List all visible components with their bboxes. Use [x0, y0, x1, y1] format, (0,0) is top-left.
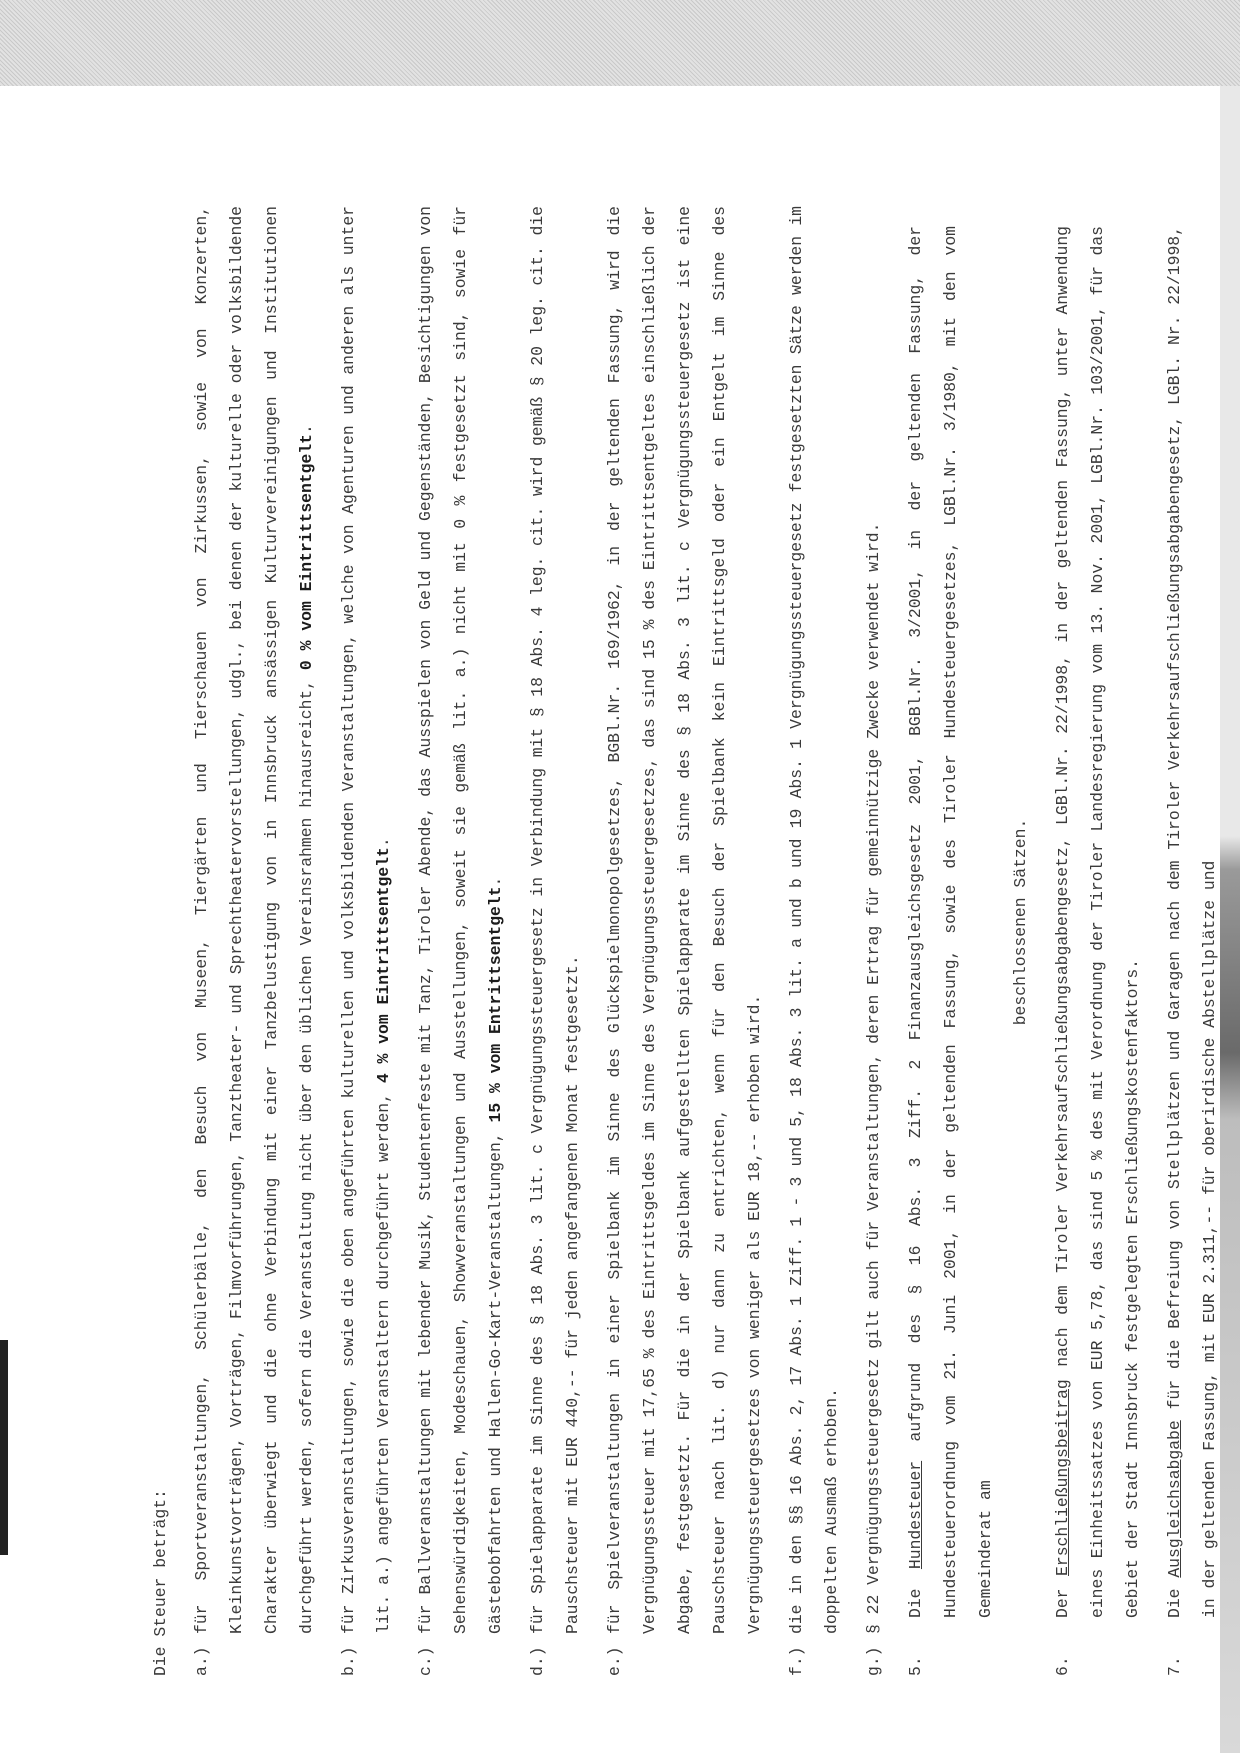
item-text: für Zirkusveranstaltungen, sowie die oben angeführten kulturellen und volksbildenden Veranstaltungen, welche von Agenturen und anderen als unter lit. a.) angeführten Veranstaltern durchgeführt werden, 4 % vom Eintrittsentgelt.: [339, 206, 393, 1634]
item-number: 5.: [906, 1656, 925, 1676]
rate-bold: 0 % vom Eintrittsentgelt: [297, 433, 316, 671]
list-item-b: [331, 206, 401, 1676]
rate-bold: 15 % vom Entrittsentgelt: [486, 886, 505, 1123]
item-text: Der Erschließungsbeitrag nach dem Tiroler Verkehrsaufschließungsabgabengesetz, LGBl.Nr. 22/1998, in der geltenden Fassung, unter Anwendung eines Einheitssatzes von EUR 5,78, das sind 5 % des mit Verordnung der Tiroler Landesregierung vom 13. Nov. 2001, LGBl.Nr. 103/2001, für das Gebiet der Stadt Innsbruck festgelegten Erschließungskostenfaktors.: [1053, 226, 1142, 1618]
scanned-page: [8, 86, 1220, 1746]
item-text: die in den §§ 16 Abs. 2, 17 Abs. 1 Ziff. 1 - 3 und 5, 18 Abs. 3 lit. a und b und 19 Abs. 1 Vergnügungssteuergesetz festgesetzten Sätze werden im doppelten Ausmaß erhoben.: [787, 206, 841, 1634]
rotated-document-body: [143, 206, 1219, 1676]
item-text: für Spielveranstaltungen in einer Spielbank im Sinne des Glückspielmonopolgesetzes, BGBl.Nr. 169/1962, in der geltenden Fassung, wird die Vergnügungssteuer mit 17,65 % des Eintrittsgeldes im Sinne des Vergnügungssteuergesetzes, das sind 15 % des Eintrittsentgeltes einschließlich der Abgabe, festgesetzt. Für die in der Spielbank aufgestellten Spielapparate im Sinne des § 18 Abs. 3 lit. c Vergnügungssteuergesetz ist eine Pauschsteuer nach lit. d) nur dann zu entrichten, wenn für den Besuch der Spielbank kein Eintrittsgeld oder ein Entgelt im Sinne des Vergnügungssteuergesetzes von weniger als EUR 18,-- erhoben wird.: [605, 206, 764, 1634]
intro-line: Die Steuer beträgt:: [151, 1489, 170, 1676]
numbered-list: [898, 206, 1227, 1676]
item-label: g.): [864, 1646, 883, 1676]
item-text: § 22 Vergnügungssteuergesetz gilt auch für Veranstaltungen, deren Ertrag für gemeinnützige Zwecke verwendet wird.: [864, 522, 883, 1634]
list-item-g: [856, 206, 891, 1676]
list-item-f: [779, 206, 849, 1676]
item-label: b.): [339, 1646, 358, 1676]
scan-border-top: [0, 0, 1240, 86]
underlined-term: Hundesteuer: [906, 1460, 925, 1570]
item-label: a.): [192, 1646, 211, 1676]
numbered-item-5: [898, 226, 1038, 1676]
item-label: e.): [605, 1646, 624, 1676]
item-number: 6.: [1053, 1656, 1072, 1676]
item-text: Die Ausgleichsabgabe für die Befreiung von Stellplätzen und Garagen nach dem Tiroler Verkehrsaufschließungsabgabengesetz, LGBl. Nr. 22/1998, in der geltenden Fassung, mit EUR 2.311,-- für oberirdische Abstellplätze und: [1165, 226, 1219, 1618]
item-text: für Sportveranstaltungen, Schülerbälle, den Besuch von Museen, Tiergärten und Tierschauen von Zirkussen, sowie von Konzerten, Kleinkunstvorträgen, Vorträgen, Filmvorführungen, Tanztheater- und Sprechtheatervorstellungen, udgl., bei denen der kulturelle oder volksbildende Charakter überwiegt und die ohne Verbindung mit einer Tanzbelustigung von in Innsbruck ansässigen Kulturvereinigungen und Institutionen durchgeführt werden, sofern die Veranstaltung nicht über den üblichen Vereinsrahmen hinausreicht, 0 % vom Eintrittsentgelt.: [192, 206, 316, 1634]
item-label: c.): [416, 1646, 435, 1676]
item-text: Die Hundesteuer aufgrund des § 16 Abs. 3 Ziff. 2 Finanzausgleichsgesetz 2001, BGBl.Nr. 3/2001, in der geltenden Fassung, der Hundesteuerordnung vom 21. Juni 2001, in der geltenden Fassung, sowie des Tiroler Hundesteuergesetzes, LGBl.Nr. 3/1980, mit den vom Gemeinderat am beschlossenen Sätzen.: [898, 226, 1038, 1618]
underlined-term: Ausgleichsabgabe: [1165, 1420, 1184, 1578]
item-text: für Spielapparate im Sinne des § 18 Abs. 3 lit. c Vergnügungssteuergesetz in Verbindung mit § 18 Abs. 4 leg. cit. wird gemäß § 20 leg. cit. die Pauschsteuer mit EUR 440,-- für jeden angefangenen Monat festgesetzt.: [528, 206, 582, 1634]
list-item-c: [408, 206, 513, 1676]
numbered-item-7: [1157, 226, 1227, 1676]
list-item-e: [597, 206, 772, 1676]
numbered-item-6: [1045, 226, 1150, 1676]
tax-rate-list: [184, 206, 891, 1676]
item-label: d.): [528, 1646, 547, 1676]
centered-line: beschlossenen Sätzen.: [1011, 818, 1030, 1026]
item-label: f.): [787, 1646, 806, 1676]
item-number: 7.: [1165, 1656, 1184, 1676]
list-item-a: [184, 206, 324, 1676]
list-item-d: [520, 206, 590, 1676]
underlined-term: Erschließungsbeitrag: [1053, 1379, 1072, 1576]
scan-mark-left: [0, 1340, 8, 1555]
rate-bold: 4 % vom Eintrittsentgelt: [374, 847, 393, 1084]
item-text: für Ballveranstaltungen mit lebender Musik, Studentenfeste mit Tanz, Tiroler Abende, das Ausspielen von Geld und Gegenständen, Besichtigungen von Sehenswürdigkeiten, Modeschauen, Showveranstaltungen und Ausstellungen, soweit sie gemäß lit. a.) nicht mit 0 % festgesetzt sind, sowie für Gästebobfahrten und Hallen-Go-Kart-Veranstaltungen, 15 % vom Entrittsentgelt.: [416, 206, 505, 1634]
